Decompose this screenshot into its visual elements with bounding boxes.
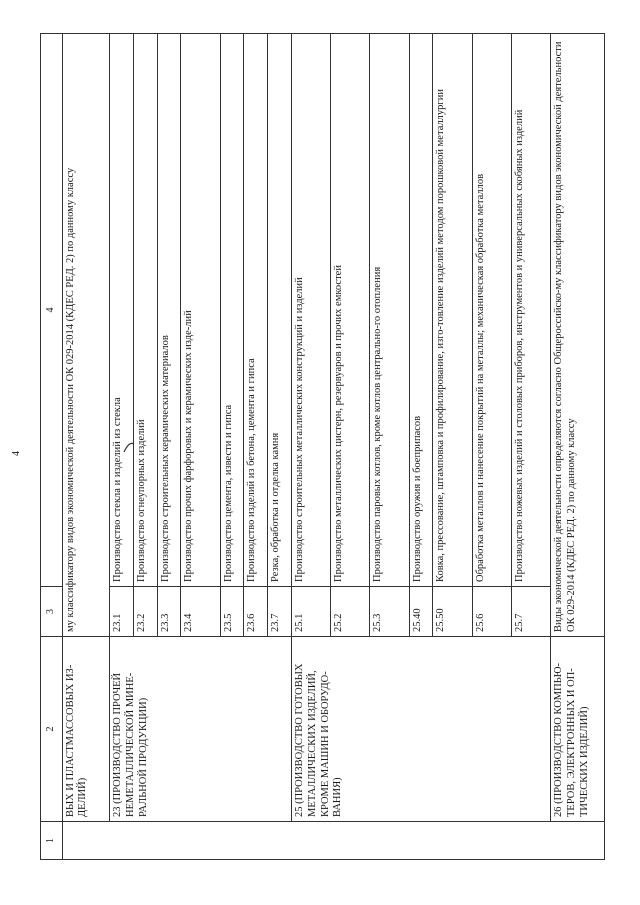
code-cell: 23.7 (268, 587, 292, 637)
description-cell: Производство цемента, извести и гипса (220, 34, 244, 587)
col1-cell (62, 822, 604, 860)
section-cell: 26 (ПРОИЗВОДСТВО КОМПЬЮ-ТЕРОВ, ЭЛЕКТРОННЫХ И ОП-ТИЧЕСКИХ ИЗДЕЛИЙ) (551, 637, 605, 822)
description-cell: Производство прочих фарфоровых и керамических изде-лий (181, 34, 220, 587)
column-header: 3 (41, 587, 63, 637)
code-cell: 25.2 (331, 587, 370, 637)
description-cell: Обработка металлов и нанесение покрытий на металлы; механическая обработка металлов (472, 34, 511, 587)
code-cell: 25.7 (511, 587, 550, 637)
description-cell: Ковка, прессование, штамповка и профилирование, изго-товление изделий методом порошковой металлургии (433, 34, 472, 587)
description-cell: Производство изделий из бетона, цемента и гипса (244, 34, 268, 587)
description-cell: Производство металлических цистерн, резервуаров и прочих емкостей (331, 34, 370, 587)
classification-table (40, 33, 605, 860)
description-cell: Производство оружия и боеприпасов (409, 34, 433, 587)
description-cell: Производство огнеупорных изделий (133, 34, 157, 587)
description-cell: Производство стекла и изделий из стекла (110, 34, 134, 587)
description-cell: му классификатору видов экономической деятельности ОК 029-2014 (КДЕС РЕД. 2) по данному классу (62, 34, 110, 637)
code-cell: 25.1 (291, 587, 330, 637)
code-cell: 25.6 (472, 587, 511, 637)
code-cell: 25.3 (370, 587, 409, 637)
code-cell: 23.4 (181, 587, 220, 637)
page-number: 4 (11, 451, 22, 456)
code-cell: 25.50 (433, 587, 472, 637)
section-cell: 25 (ПРОИЗВОДСТВО ГОТОВЫХ МЕТАЛЛИЧЕСКИХ ИЗДЕЛИЙ, КРОМЕ МАШИН И ОБОРУДО-ВАНИЯ) (291, 637, 550, 822)
description-cell: Производство строительных керамических материалов (157, 34, 181, 587)
column-header: 2 (41, 637, 63, 822)
column-header: 4 (41, 34, 63, 587)
table-row (62, 34, 110, 860)
description-cell: Производство строительных металлических конструкций и изделий (291, 34, 330, 587)
code-cell: 23.2 (133, 587, 157, 637)
code-cell: 25.40 (409, 587, 433, 637)
section-cell: 23 (ПРОИЗВОДСТВО ПРОЧЕЙ НЕМЕТАЛЛИЧЕСКОЙ МИНЕ-РАЛЬНОЙ ПРОДУКЦИИ) (110, 637, 292, 822)
code-cell: 23.3 (157, 587, 181, 637)
description-cell: Резка, обработка и отделка камня (268, 34, 292, 587)
column-header: 1 (41, 822, 63, 860)
table-row (110, 34, 134, 860)
section-cell: ВЫХ И ПЛАСТМАССОВЫХ ИЗ-ДЕЛИЙ) (62, 637, 110, 822)
code-cell: 23.5 (220, 587, 244, 637)
code-cell: 23.6 (244, 587, 268, 637)
description-cell: Виды экономической деятельности определяются согласно Общероссийско-му классификатору видов экономической деятельности ОК 029-2014 (КДЕС РЕД. 2) по данному классу (551, 34, 605, 637)
description-cell: Производство ножевых изделий и столовых приборов, инструментов и универсальных скобяных изделий (511, 34, 550, 587)
table-row (291, 34, 330, 860)
table-row (551, 34, 605, 860)
code-cell: 23.1 (110, 587, 134, 637)
description-cell: Производство паровых котлов, кроме котлов центрально-го отопления (370, 34, 409, 587)
table-header-row (41, 34, 63, 860)
